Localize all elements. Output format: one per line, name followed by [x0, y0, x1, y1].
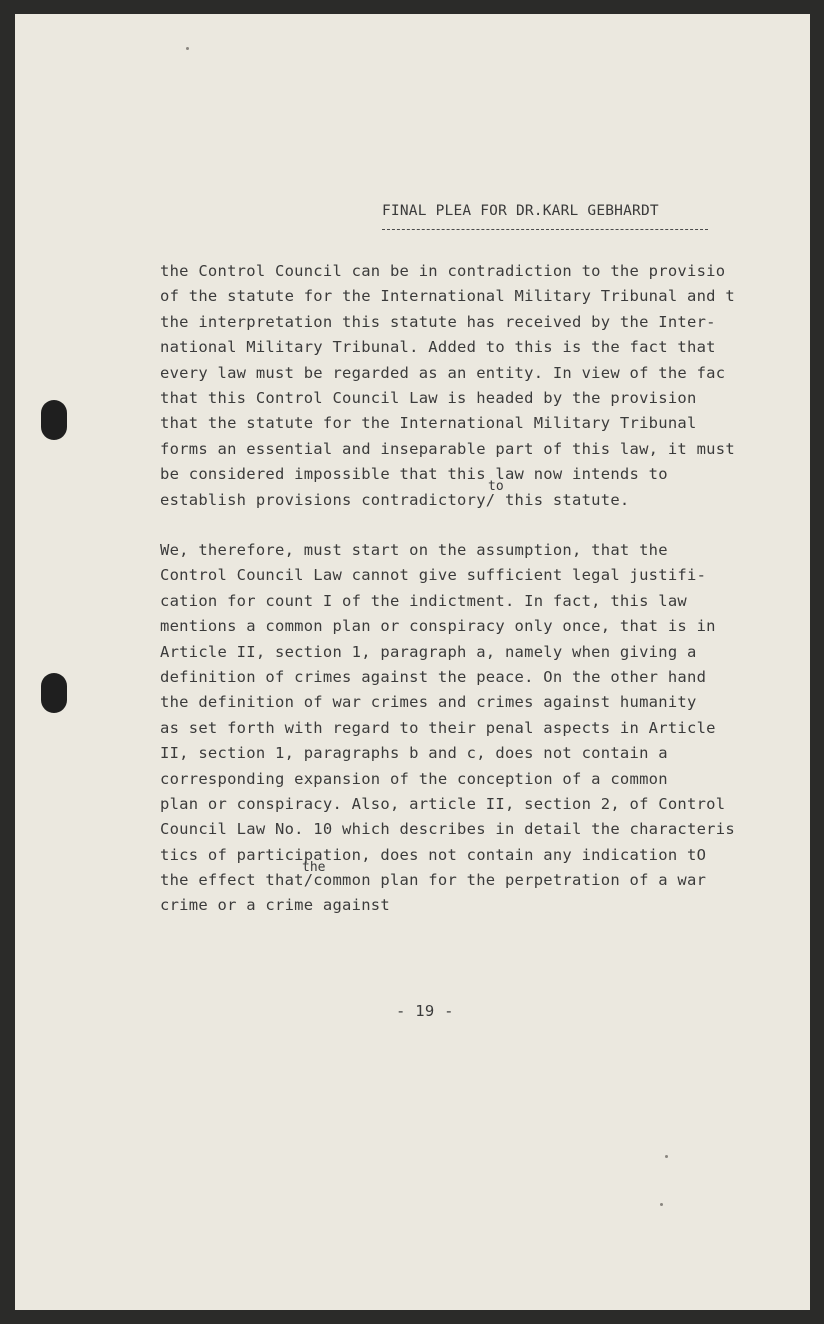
text-line: be considered impossible that this law now intends to — [160, 465, 668, 484]
text-line: Control Council Law cannot give sufficient legal justifi- — [160, 566, 707, 585]
paragraph-2 — [160, 538, 772, 919]
document-heading: FINAL PLEA FOR DR.KARL GEBHARDT — [382, 203, 659, 219]
page-number: - 19 - — [396, 1002, 454, 1020]
text-line: Article II, section 1, paragraph a, namely when giving a — [160, 642, 697, 661]
text-line: the Control Council can be in contradiction to the provisio — [160, 262, 726, 280]
paper-speck — [186, 47, 189, 50]
text-line: II, section 1, paragraphs b and c, does not contain a — [160, 744, 668, 763]
text-line: every law must be regarded as an entity. In view of the fac — [160, 363, 726, 382]
text-line: the effect that/common plan for the perpetration of a war — [160, 871, 707, 890]
text-line: the definition of war crimes and crimes against humanity — [160, 693, 697, 712]
handwritten-insertion: to — [488, 479, 504, 494]
binder-hole-bottom — [41, 673, 67, 713]
heading-underline — [382, 229, 708, 230]
text-line: We, therefore, must start on the assumption, that the — [160, 541, 668, 559]
paragraph-1 — [160, 259, 772, 513]
binder-hole-top — [41, 400, 67, 440]
text-line: cation for count I of the indictment. In fact, this law — [160, 591, 687, 610]
text-line: that this Control Council Law is headed by the provision — [160, 388, 697, 407]
text-line: plan or conspiracy. Also, article II, section 2, of Control — [160, 794, 726, 813]
text-line: tics of participation, does not contain any indication tO — [160, 845, 707, 864]
text-line: corresponding expansion of the conception of a common — [160, 769, 668, 788]
text-line: that the statute for the International Military Tribunal — [160, 414, 697, 433]
text-line: mentions a common plan or conspiracy only once, that is in — [160, 617, 716, 636]
text-line: crime or a crime against — [160, 896, 390, 915]
text-line: as set forth with regard to their penal aspects in Article — [160, 718, 716, 737]
text-line: of the statute for the International Military Tribunal and t — [160, 287, 735, 306]
text-line: definition of crimes against the peace. On the other hand — [160, 667, 707, 686]
text-line: national Military Tribunal. Added to this is the fact that — [160, 338, 716, 357]
paper-speck — [660, 1203, 663, 1206]
text-line: Council Law No. 10 which describes in detail the characteris — [160, 820, 735, 839]
text-line: the interpretation this statute has received by the Inter- — [160, 312, 716, 331]
text-line: forms an essential and inseparable part of this law, it must — [160, 439, 735, 458]
text-line: establish provisions contradictory/ this statute. — [160, 490, 630, 509]
paper-speck — [665, 1155, 668, 1158]
handwritten-insertion: the — [302, 860, 326, 875]
